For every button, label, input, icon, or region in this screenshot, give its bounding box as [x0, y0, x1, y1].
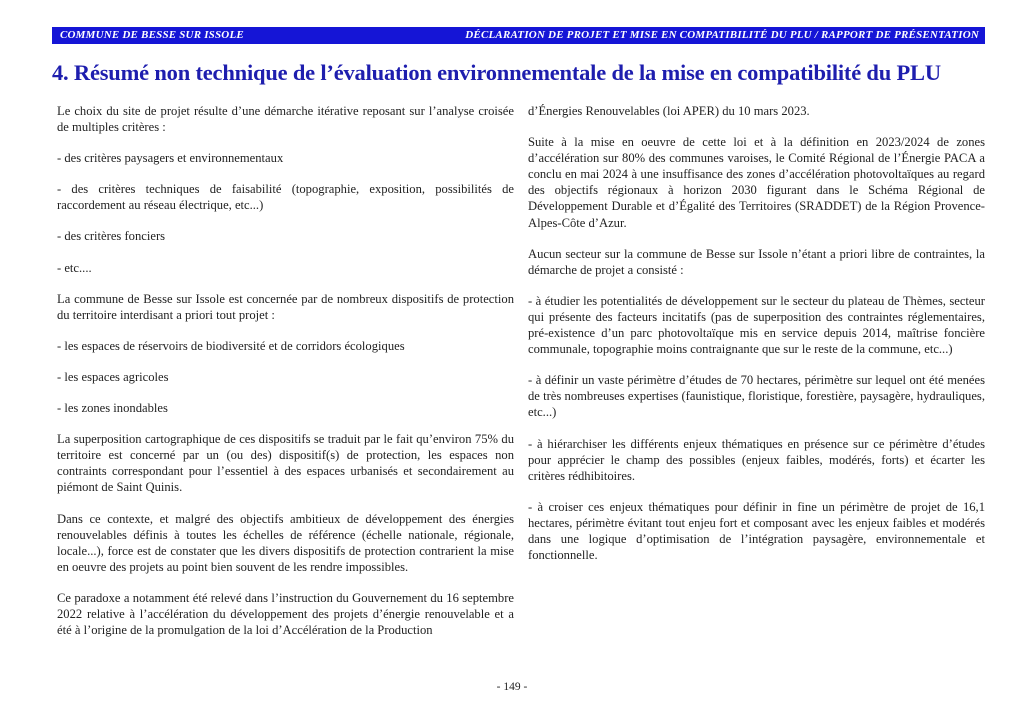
paragraph: Aucun secteur sur la commune de Besse sur Issole n’étant a priori libre de contraintes, la démarche de projet a consisté :: [528, 246, 985, 277]
list-item: - les zones inondables: [57, 401, 168, 416]
list-item: - les espaces agricoles: [57, 369, 169, 384]
page-number: - 149 -: [496, 681, 528, 693]
paragraph: d’Énergies Renouvelables (loi APER) du 10 mars 2023.: [528, 104, 810, 118]
left-column: [57, 103, 514, 653]
list-item: - des critères fonciers: [57, 229, 166, 244]
list-item: - etc....: [57, 260, 92, 275]
header-commune-name: COMMUNE DE BESSE SUR ISSOLE: [60, 29, 244, 41]
paragraph: La superposition cartographique de ces dispositifs se traduit par le fait qu’environ 75% du territoire est concerné par un (ou des) dispositif(s) de protection, les espaces non contraints correspondant pour l’essentiel à des espaces urbanisés et secondairement au piémont de Saint Quinis.: [57, 432, 514, 495]
paragraph: Dans ce contexte, et malgré des objectifs ambitieux de développement des énergies renouvelables définis à toutes les échelles de référence (échelle nationale, régionale, locale...), force est de constater que les divers dispositifs de protection contrarient la mise en oeuvre des projets au point bien souvent de les rendre impossibles.: [57, 511, 514, 574]
list-item: - à hiérarchiser les différents enjeux thématiques en présence sur ce périmètre d’études pour apprécier le champ des possibles (enjeux faibles, modérés, forts) et écarter les critères rédhibitoires.: [528, 436, 985, 483]
list-item: - les espaces de réservoirs de biodiversité et de corridors écologiques: [57, 338, 405, 353]
header-band: [52, 27, 985, 44]
paragraph: Le choix du site de projet résulte d’une démarche itérative reposant sur l’analyse croisée de multiples critères :: [57, 104, 514, 135]
header-document-title: DÉCLARATION DE PROJET ET MISE EN COMPATIBILITÉ DU PLU / RAPPORT DE PRÉSENTATION: [465, 29, 979, 41]
list-item: - à étudier les potentialités de développement sur le secteur du plateau de Thèmes, secteur qui présente des facteurs incitatifs (pas de superposition des contraintes réglementaires, pré-existence d’un parc photovoltaïque mis en service depuis 2014, maîtrise foncière communale, topographie moins contraignante que sur le reste de la commune, etc...): [528, 293, 985, 357]
paragraph: La commune de Besse sur Issole est concernée par de nombreux dispositifs de protection du territoire interdisant a priori tout projet :: [57, 291, 514, 322]
section-title: 4. Résumé non technique de l’évaluation environnementale de la mise en compatibilité du PLU: [52, 60, 941, 85]
paragraph: Ce paradoxe a notamment été relevé dans l’instruction du Gouvernement du 16 septembre 2022 relative à l’accélération du développement des projets d’énergie renouvelable et a été à l’origine de la promulgation de la loi d’Accélération de la Production: [57, 590, 514, 638]
right-column: [528, 103, 985, 578]
list-item: - des critères paysagers et environnementaux: [57, 151, 284, 166]
list-item: - des critères techniques de faisabilité (topographie, exposition, possibilités de raccordement au réseau électrique, etc...): [57, 182, 514, 213]
paragraph: Suite à la mise en oeuvre de cette loi et à la définition en 2023/2024 de zones d’accélération sur 80% des communes varoises, le Comité Régional de l’Énergie PACA a conclu en mai 2024 à une insuffisance des zones d’accélération photovoltaïques au regard des objectifs régionaux à horizon 2030 figurant dans le Schéma Régional de Développement Durable et d’Égalité des Territoires (SRADDET) de la Région Provence-Alpes-Côte d’Azur.: [528, 135, 985, 230]
list-item: - à croiser ces enjeux thématiques pour définir in fine un périmètre de projet de 16,1 hectares, périmètre évitant tout enjeu fort et composant avec les enjeux faibles et modérés dans une logique d’optimisation de l’intégration paysagère, environnementale et fonctionnelle.: [528, 499, 985, 563]
list-item: - à définir un vaste périmètre d’études de 70 hectares, périmètre sur lequel ont été menées de très nombreuses expertises (faunistique, floristique, forestière, paysagère, hydrauliques, etc...): [528, 373, 985, 420]
